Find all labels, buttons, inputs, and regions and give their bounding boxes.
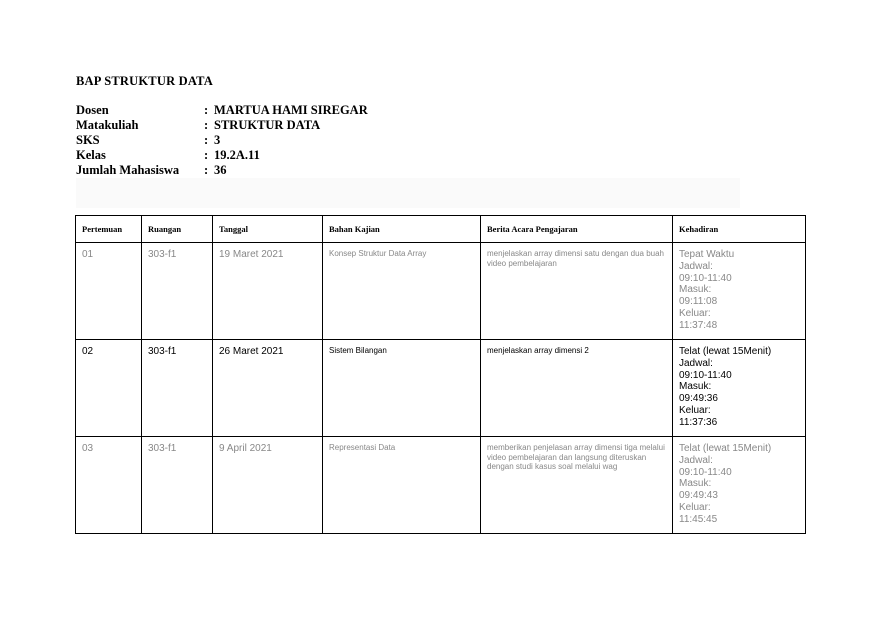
attendance-line: 09:10-11:40	[679, 466, 732, 478]
info-colon: :	[204, 163, 209, 177]
cell-tanggal: 9 April 2021	[213, 437, 323, 534]
cell-kehadiran	[673, 437, 806, 534]
attendance-line: 11:37:36	[679, 416, 718, 428]
cell-tanggal: 19 Maret 2021	[213, 243, 323, 340]
cell-pertemuan: 01	[76, 243, 142, 340]
attendance-status: Telat (lewat 15Menit)	[679, 346, 772, 357]
cell-ruangan: 303-f1	[142, 437, 213, 534]
header-kehadiran: Kehadiran	[673, 216, 806, 243]
info-row-sks	[76, 133, 368, 148]
info-row-dosen	[76, 103, 368, 118]
attendance-line: Keluar:	[679, 501, 711, 513]
info-colon: :	[204, 103, 209, 117]
bap-table	[75, 215, 806, 534]
shaded-band	[76, 178, 740, 208]
attendance-line: 09:10-11:40	[679, 369, 732, 381]
attendance-line: Jadwal:	[679, 357, 713, 369]
attendance-line: 09:49:36	[679, 393, 718, 405]
attendance-line: 11:45:45	[679, 513, 718, 525]
attendance-line: 09:10-11:40	[679, 272, 732, 284]
attendance-line: Masuk:	[679, 381, 712, 393]
info-label: Jumlah Mahasiswa	[76, 163, 180, 177]
table-row	[76, 243, 806, 340]
info-label: SKS	[76, 133, 100, 147]
cell-tanggal: 26 Maret 2021	[213, 340, 323, 437]
header-bahan-kajian: Bahan Kajian	[323, 216, 481, 243]
info-row-matakuliah	[76, 118, 368, 133]
attendance-line: 11:37:48	[679, 319, 718, 331]
course-info	[76, 103, 368, 178]
info-value: 36	[214, 163, 227, 177]
info-label: Kelas	[76, 148, 106, 162]
cell-ruangan: 303-f1	[142, 340, 213, 437]
info-label: Matakuliah	[76, 118, 139, 132]
attendance-status: Telat (lewat 15Menit)	[679, 443, 772, 454]
info-value: STRUKTUR DATA	[214, 118, 321, 132]
cell-berita-acara: menjelaskan array dimensi satu dengan dua buah video pembelajaran	[481, 243, 673, 340]
info-colon: :	[204, 133, 209, 147]
cell-bahan-kajian: Sistem Bilangan	[323, 340, 481, 437]
info-value: MARTUA HAMI SIREGAR	[214, 103, 368, 117]
attendance-line: Jadwal:	[679, 454, 713, 466]
attendance-status: Tepat Waktu	[679, 249, 735, 260]
cell-berita-acara: memberikan penjelasan array dimensi tiga melalui video pembelajaran dan langsung diteruskan dengan studi kasus soal melalui wag	[481, 437, 673, 534]
attendance-line: Keluar:	[679, 307, 711, 319]
header-ruangan: Ruangan	[142, 216, 213, 243]
header-tanggal: Tanggal	[213, 216, 323, 243]
info-row-kelas	[76, 148, 368, 163]
cell-pertemuan: 02	[76, 340, 142, 437]
table-row	[76, 437, 806, 534]
cell-ruangan: 303-f1	[142, 243, 213, 340]
info-label: Dosen	[76, 103, 109, 117]
attendance-line: 09:49:43	[679, 490, 718, 502]
document-title: BAP STRUKTUR DATA	[76, 74, 213, 88]
attendance-line: 09:11:08	[679, 296, 718, 308]
table-row	[76, 340, 806, 437]
cell-kehadiran	[673, 243, 806, 340]
cell-berita-acara: menjelaskan array dimensi 2	[481, 340, 673, 437]
attendance-line: Keluar:	[679, 404, 711, 416]
cell-bahan-kajian: Konsep Struktur Data Array	[323, 243, 481, 340]
attendance-line: Masuk:	[679, 478, 712, 490]
cell-bahan-kajian: Representasi Data	[323, 437, 481, 534]
info-colon: :	[204, 118, 209, 132]
info-value: 19.2A.11	[214, 148, 260, 162]
info-colon: :	[204, 148, 209, 162]
info-row-jumlah-mahasiswa	[76, 163, 368, 178]
cell-pertemuan: 03	[76, 437, 142, 534]
attendance-line: Jadwal:	[679, 260, 713, 272]
attendance-line: Masuk:	[679, 284, 712, 296]
cell-kehadiran	[673, 340, 806, 437]
table-header-row	[76, 216, 806, 243]
header-pertemuan: Pertemuan	[76, 216, 142, 243]
header-berita-acara: Berita Acara Pengajaran	[481, 216, 673, 243]
info-value: 3	[214, 133, 221, 147]
